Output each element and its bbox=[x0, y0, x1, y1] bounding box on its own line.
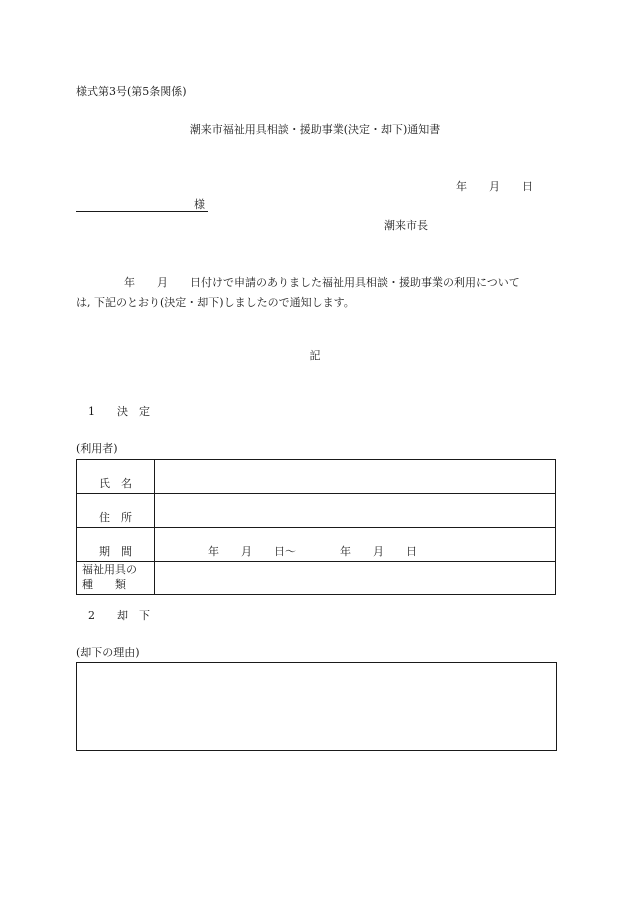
table-row bbox=[77, 494, 556, 528]
document-title: 潮来市福祉用具相談・援助事業(決定・却下)通知書 bbox=[189, 123, 441, 136]
table-row bbox=[77, 528, 556, 562]
name-label: 氏 名 bbox=[77, 460, 155, 494]
address-label: 住 所 bbox=[77, 494, 155, 528]
equipment-type-label-line-2: 種 類 bbox=[82, 578, 126, 591]
date-line: 年 月 日 bbox=[456, 180, 533, 193]
user-info-table bbox=[76, 459, 556, 595]
section-1-heading: 1 決 定 bbox=[88, 405, 150, 418]
recipient-honorific: 様 bbox=[194, 198, 205, 211]
body-line-1: 年 月 日付けで申請のありました福祉用具相談・援助事業の利用について bbox=[124, 276, 520, 289]
equipment-type-label-line-1: 福祉用具の bbox=[82, 563, 137, 576]
form-number: 様式第3号(第5条関係) bbox=[76, 85, 187, 98]
table-row bbox=[77, 562, 556, 595]
section-2-heading: 2 却 下 bbox=[88, 609, 150, 622]
table-row bbox=[77, 460, 556, 494]
equipment-type-label bbox=[77, 562, 155, 595]
equipment-type-field[interactable] bbox=[155, 562, 556, 595]
section-1-subheading: (利用者) bbox=[76, 442, 118, 455]
address-field[interactable] bbox=[155, 494, 556, 528]
ki-marker: 記 bbox=[309, 349, 321, 362]
period-value: 年 月 日～ 年 月 日 bbox=[208, 545, 417, 558]
period-label: 期 間 bbox=[77, 528, 155, 562]
body-line-2: は, 下記のとおり(決定・却下)しましたので通知します。 bbox=[76, 296, 355, 309]
body-text bbox=[76, 273, 556, 313]
name-field[interactable] bbox=[155, 460, 556, 494]
period-field[interactable] bbox=[155, 528, 556, 562]
issuer-name: 潮来市長 bbox=[384, 219, 428, 232]
recipient-name-line bbox=[76, 199, 208, 212]
rejection-reason-box[interactable] bbox=[76, 662, 557, 751]
section-2-subheading: (却下の理由) bbox=[76, 646, 140, 659]
